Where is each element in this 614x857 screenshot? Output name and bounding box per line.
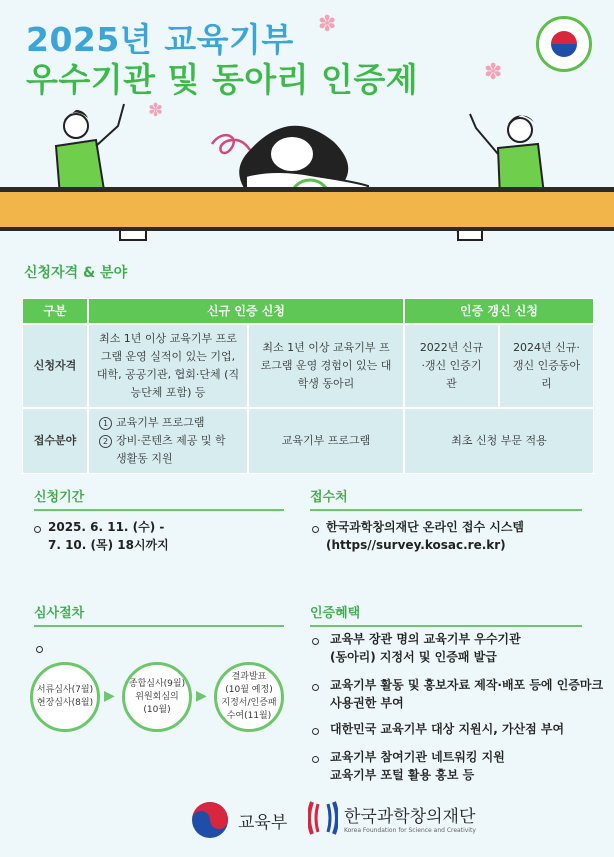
title-line-1: 2025년 교육기부 (26, 20, 294, 59)
review-step-3: 결과발표 (10월 예정) 지정서/인증패 수여(11월) (214, 662, 284, 732)
benefit-item-2: 교육기부 활동 및 홍보자료 제작·배포 등에 인증마크 사용권한 부여 (330, 678, 604, 710)
donation-emblem-icon (536, 16, 592, 72)
title-line-2: 우수기관 및 동아리 인증제 (26, 60, 419, 99)
eligibility-heading: 신청자격 & 분야 (24, 265, 128, 281)
row-label-field: 접수분야 (22, 408, 88, 474)
illustration (0, 96, 614, 256)
review-heading: 심사절차 (34, 602, 284, 627)
submission-line-1: 한국과학창의재단 온라인 접수 시스템 (326, 520, 525, 534)
period-heading: 신청기간 (34, 486, 284, 511)
field-new-org (88, 408, 248, 474)
benefit-item-4: 교육기부 참여기관 네트워킹 지원 교육기부 포털 활용 홍보 등 (330, 750, 505, 782)
table-row-field (22, 408, 594, 474)
foundation-name-en: Korea Foundation for Science and Creativity (344, 827, 476, 834)
field-item-1: 1 교육기부 프로그램 (99, 414, 205, 432)
bullet-icon (34, 526, 41, 533)
number-1-icon: 1 (99, 417, 112, 430)
bullet-icon (312, 728, 319, 735)
kofac-logo-icon (308, 798, 338, 838)
bullet-icon (312, 756, 319, 763)
foundation-name: 한국과학창의재단 (344, 807, 476, 827)
review-step-1: 서류심사(7월) 현장심사(8월) (30, 662, 100, 732)
qual-renew-2022: 2022년 신규·갱신 인증기관 (404, 324, 499, 408)
field-renew: 최초 신청 부문 적용 (404, 408, 594, 474)
table-header-new: 신규 인증 신청 (88, 298, 404, 324)
ministry-name: 교육부 (238, 812, 288, 833)
submission-heading: 접수처 (310, 486, 582, 511)
bullet-icon (312, 638, 319, 645)
bullet-icon (36, 646, 43, 653)
number-2-icon: 2 (99, 435, 112, 448)
arrow-right-icon: ▶ (196, 688, 207, 704)
foundation-logo (308, 798, 476, 838)
row-label-qualification: 신청자격 (22, 324, 88, 408)
flower-icon: ✽ (148, 100, 164, 121)
period-line-1: 2025. 6. 11. (수) - (48, 520, 165, 534)
benefit-item-3: 대한민국 교육기부 대상 지원시, 가산점 부여 (330, 722, 565, 736)
flower-icon: ✽ (318, 12, 337, 37)
field-item-2: 2 장비·콘텐츠 제공 및 학생활동 지원 (99, 432, 234, 468)
table-row-qualification (22, 324, 594, 408)
benefits-heading: 인증혜택 (310, 602, 582, 627)
benefit-item-1: 교육부 장관 명의 교육기부 우수기관 (동아리) 지정서 및 인증패 발급 (330, 632, 521, 664)
submission-line-2: (https//survey.kosac.re.kr) (326, 538, 506, 552)
bullet-icon (312, 526, 319, 533)
table-header-label: 구분 (22, 298, 88, 324)
bullet-icon (312, 684, 319, 691)
period-line-2: 7. 10. (목) 18시까지 (48, 538, 169, 552)
qual-new-org: 최소 1년 이상 교육기부 프로그램 운영 실적이 있는 기업, 대학, 공공기관, 협회·단체 (직능단체 포함) 등 (88, 324, 248, 408)
field-new-club: 교육기부 프로그램 (248, 408, 404, 474)
flower-icon: ✽ (484, 60, 503, 85)
ministry-logo (190, 800, 287, 840)
review-step-2: 종합심사(9월) 위원회심의 (10월) (122, 662, 192, 732)
table-header-row (22, 298, 594, 324)
qual-renew-2024: 2024년 신규·갱신 인증동아리 (499, 324, 594, 408)
taegeuk-icon (190, 800, 230, 840)
bench (0, 187, 614, 231)
arrow-right-icon: ▶ (104, 688, 115, 704)
qual-new-club: 최소 1년 이상 교육기부 프로그램 운영 경험이 있는 대학생 동아리 (248, 324, 404, 408)
table-header-renew: 인증 갱신 신청 (404, 298, 594, 324)
